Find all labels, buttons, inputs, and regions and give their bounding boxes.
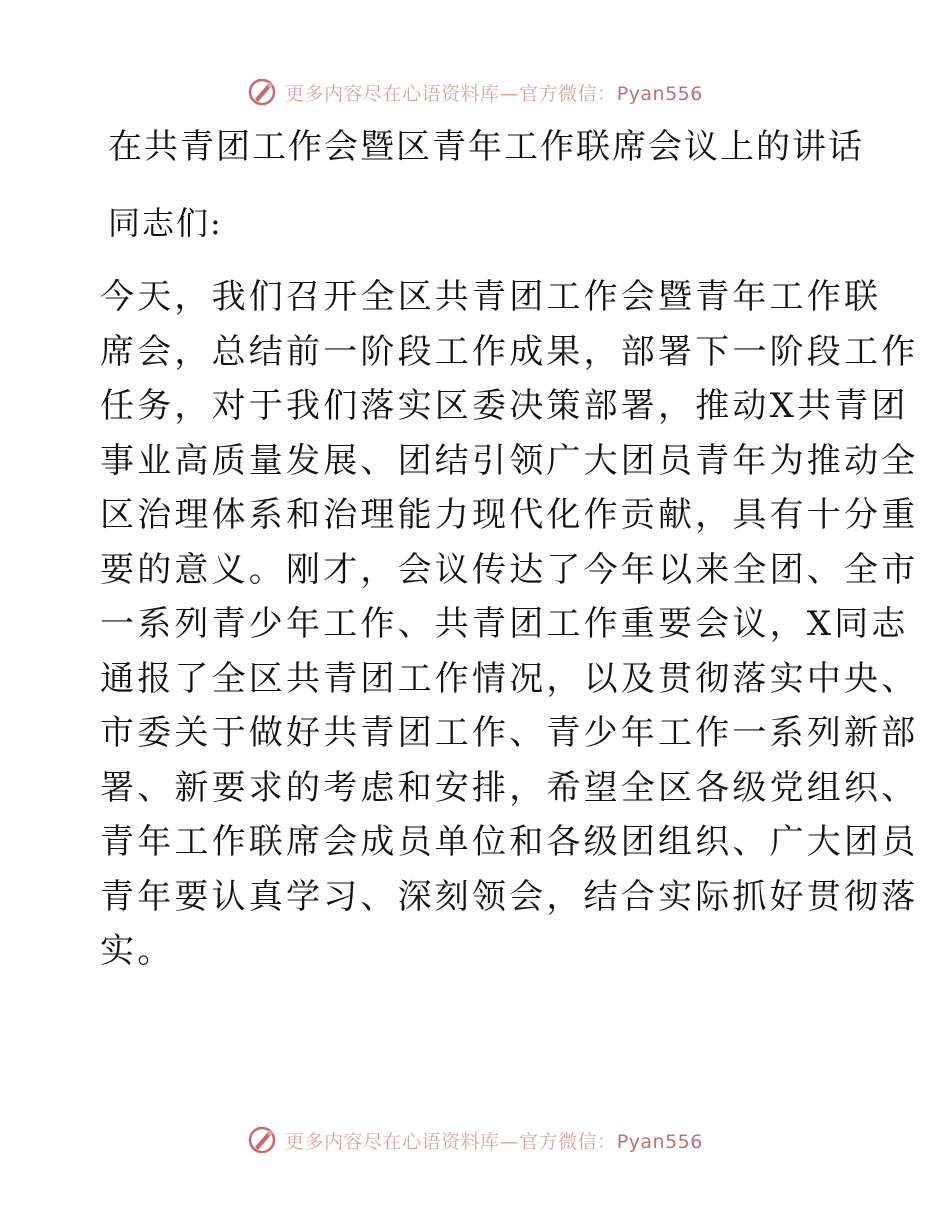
watermark-account: Pyan556: [616, 82, 703, 105]
watermark-site: 更多内容尽在心语资料库: [285, 82, 500, 105]
footer-watermark: [0, 1120, 950, 1160]
body-line: 市委关于做好共青团工作、青少年工作一系列新部: [100, 713, 919, 753]
body-line: 要的意义。刚才，会议传达了今年以来全团、全市: [100, 549, 919, 590]
pen-logo-icon: [247, 1125, 277, 1155]
body-line: 通报了全区共青团工作情况，以及贯彻落实中央、: [100, 658, 919, 699]
body-line: 任务，对于我们落实区委决策部署，推动X共青团: [100, 386, 909, 426]
body-paragraph: [100, 270, 919, 979]
body-line: 今天，我们召开全区共青团工作会暨青年工作联: [100, 277, 882, 317]
body-line: 一系列青少年工作、共青团工作重要会议，X同志: [100, 604, 909, 644]
watermark-text: [285, 79, 703, 106]
body-line: 实。: [100, 931, 175, 971]
body-line: 署、新要求的考虑和安排，希望全区各级党组织、: [100, 767, 919, 808]
body-line: 青年要认真学习、深刻领会，结合实际抓好贯彻落: [100, 876, 919, 917]
watermark-separator: —: [499, 82, 520, 105]
document-title: 在共青团工作会暨区青年工作联席会议上的讲话: [108, 127, 864, 167]
body-line: 青年工作联席会成员单位和各级团组织、广大团员: [100, 822, 919, 862]
watermark-official: 官方微信：: [519, 1130, 617, 1153]
header-watermark: [0, 72, 950, 112]
greeting: 同志们:: [108, 204, 223, 242]
pen-logo-icon: [247, 77, 277, 107]
watermark-site: 更多内容尽在心语资料库: [285, 1130, 500, 1153]
watermark-official: 官方微信：: [519, 82, 617, 105]
watermark-separator: —: [499, 1130, 520, 1153]
body-line: 区治理体系和治理能力现代化作贡献，具有十分重: [100, 495, 919, 535]
watermark-text: [285, 1127, 703, 1154]
body-line: 席会，总结前一阶段工作成果，部署下一阶段工作: [100, 331, 919, 372]
watermark-account: Pyan556: [616, 1130, 703, 1153]
body-line: 事业高质量发展、团结引领广大团员青年为推动全: [100, 440, 919, 481]
